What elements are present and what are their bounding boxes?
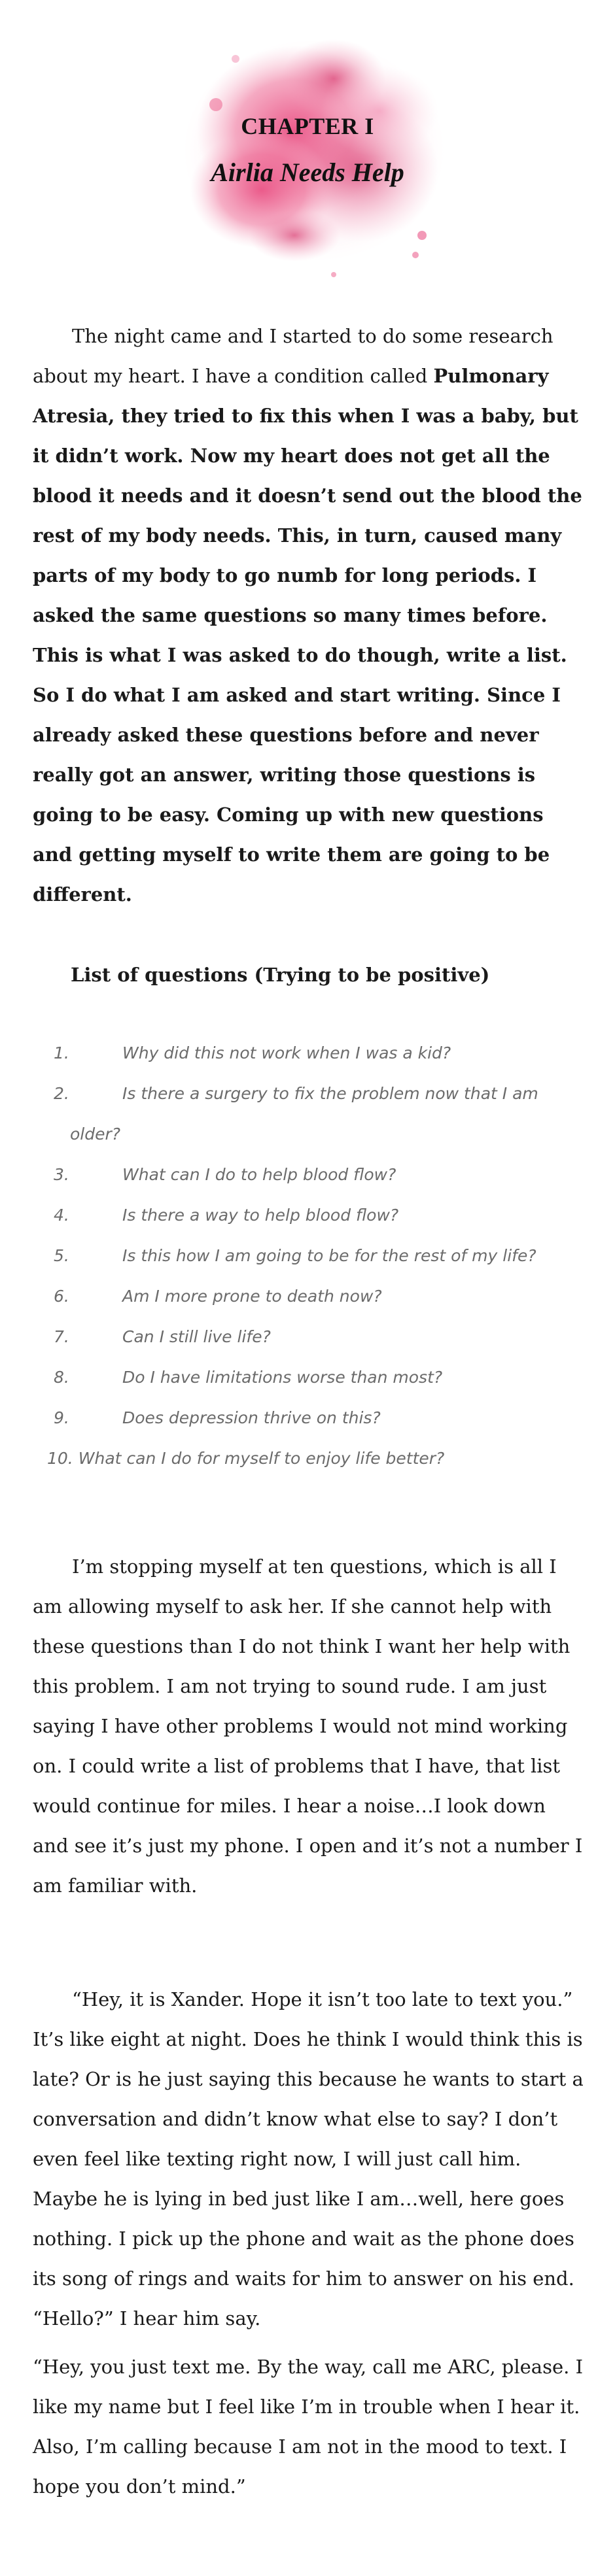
list-item-number: 5. [54, 1246, 69, 1265]
list-item-text: Is there a surgery to fix the problem now that I am [122, 1084, 538, 1103]
list-item-number: 1. [54, 1043, 69, 1062]
list-item [47, 1357, 584, 1398]
list-item-number: 4. [54, 1206, 69, 1225]
list-item-text: Why did this not work when I was a kid? [122, 1043, 451, 1062]
list-item-text: What can I do for myself to enjoy life better? [78, 1449, 445, 1468]
paragraph-ten-questions [33, 1547, 586, 1906]
list-item [47, 1317, 584, 1357]
paragraph-research-plain: The night came and I started to do some research about my heart. I have a condition called [33, 325, 554, 387]
list-item-number: 6. [54, 1287, 69, 1306]
list-item [47, 1033, 584, 1074]
chapter-number: CHAPTER I [241, 113, 374, 139]
list-item-number: 7. [54, 1327, 69, 1346]
list-item-text-continued: older? [70, 1125, 121, 1144]
list-item-text: Is there a way to help blood flow? [122, 1206, 399, 1225]
paragraph-research [33, 316, 586, 915]
list-item-number: 8. [54, 1368, 69, 1387]
list-heading: List of questions (Trying to be positive) [71, 964, 490, 986]
paragraph-ten-questions-text: I’m stopping myself at ten questions, which is all I am allowing myself to ask her. If she cannot help with these questions than I do not think I want her help with this problem. I am not trying to sound rude. I am just saying I have other problems I would not mind working on. I could write a list of problems that I have, that list would continue for miles. I hear a noise…I look down and see it’s just my phone. I open and it’s not a number I am familiar with. [33, 1555, 583, 1897]
chapter-title: Airlia Needs Help [211, 158, 404, 187]
list-item-text: Do I have limitations worse than most? [122, 1368, 443, 1387]
list-item-text: Is this how I am going to be for the rest of my life? [122, 1246, 536, 1265]
chapter-header [0, 0, 615, 288]
list-item [47, 1438, 584, 1479]
list-item-number: 2. [54, 1084, 69, 1103]
paragraph-xander-text-body: “Hey, it is Xander. Hope it isn’t too late to text you.” It’s like eight at night. Does he think I would think this is late? Or is he just saying this because he wants to start a conversation and didn’t know what else to say? I don’t even feel like texting right now, I will just call him. Maybe he is lying in bed just like I am…well, here goes nothing. I pick up the phone and wait as the phone does its song of rings and waits for him to answer on his end. “Hello?” I hear him say. [33, 1988, 584, 2330]
questions-list [47, 1033, 584, 1479]
list-item-text: Am I more prone to death now? [122, 1287, 382, 1306]
list-item-number: 9. [54, 1408, 69, 1427]
paragraph-research-bold: Pulmonary Atresia, they tried to fix this when I was a baby, but it didn’t work. Now my heart does not get all the blood it needs and it doesn’t send out the blood the rest of my body needs. This, in turn, caused many parts of my body to go numb for long periods. I asked the same questions so many times before. This is what I was asked to do though, write a list. So I do what I am asked and start writing. Since I already asked these questions before and never really got an answer, writing those questions is going to be easy. Coming up with new questions and getting myself to write them are going to be different. [33, 365, 582, 906]
paragraph-call-me-arc [33, 2347, 586, 2507]
list-item-number: 10. [47, 1449, 73, 1468]
list-item-text: Does depression thrive on this? [122, 1408, 381, 1427]
list-item [47, 1074, 584, 1155]
list-item [47, 1276, 584, 1317]
paragraph-call-me-arc-text: “Hey, you just text me. By the way, call me ARC, please. I like my name but I feel like I’m in trouble when I hear it. Also, I’m calling because I am not in the mood to text. I hope you don’t mind.” [33, 2356, 584, 2498]
list-item [47, 1195, 584, 1236]
watercolor-splash-icon [164, 20, 465, 281]
list-item-text: Can I still live life? [122, 1327, 271, 1346]
list-item-number: 3. [54, 1165, 69, 1184]
list-item-text: What can I do to help blood flow? [122, 1165, 396, 1184]
list-item [47, 1236, 584, 1276]
paragraph-xander-text [33, 1980, 586, 2339]
list-item [47, 1398, 584, 1438]
list-item [47, 1155, 584, 1195]
